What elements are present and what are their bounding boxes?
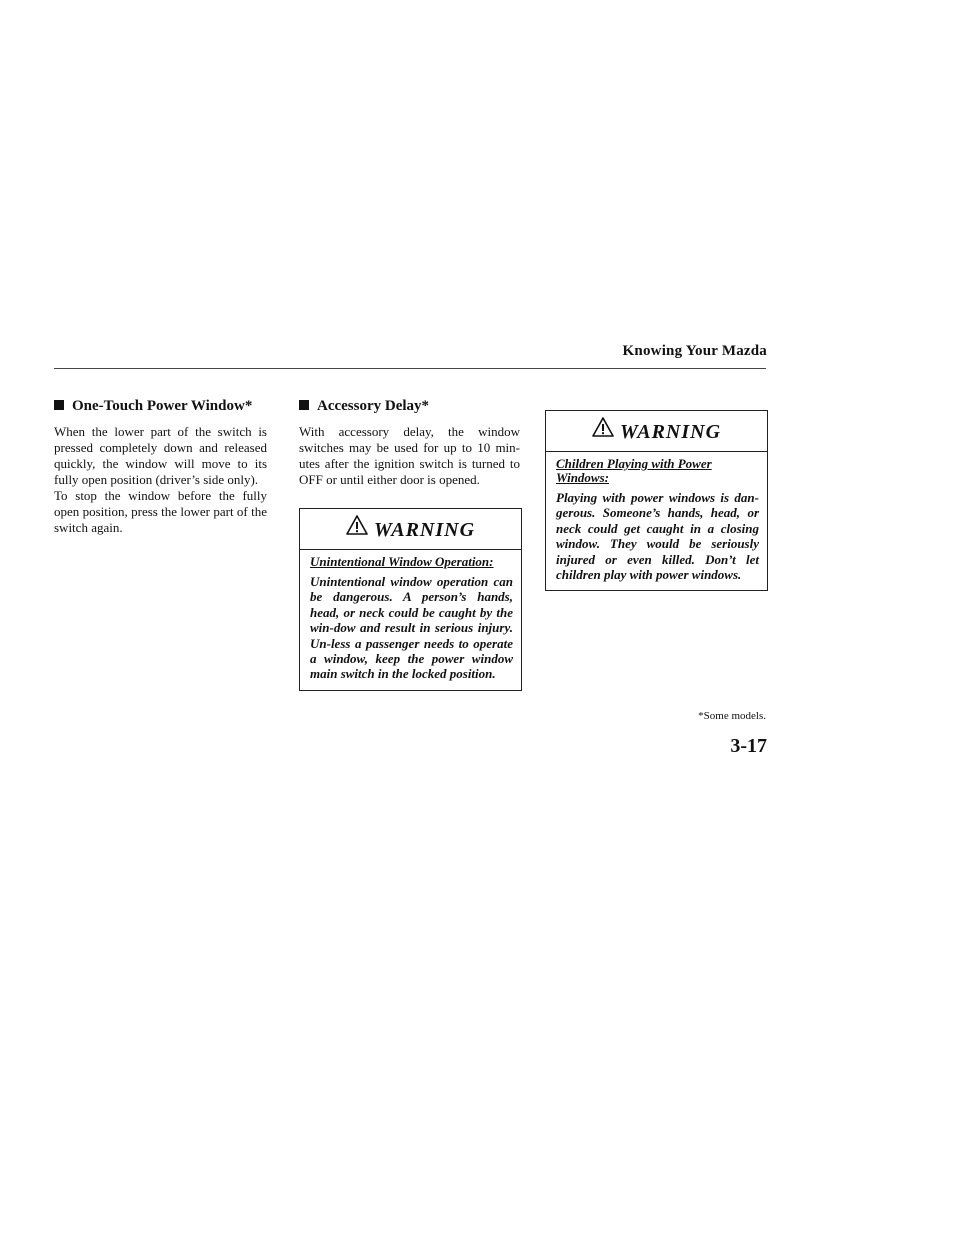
warning-subtitle: Unintentional Window Operation: (310, 554, 494, 569)
warning-triangle-icon (346, 515, 368, 540)
header-rule (54, 368, 766, 369)
header-title: Knowing Your Mazda (622, 343, 767, 359)
section-heading-text: One-Touch Power Window* (72, 398, 253, 414)
warning-body (546, 452, 767, 590)
section-accessory-delay (299, 398, 520, 488)
warning-subtitle: Children Playing with Power Windows: (556, 456, 712, 485)
footnote: *Some models. (698, 710, 766, 722)
warning-triangle-icon (592, 417, 614, 442)
section-marker-icon (54, 400, 64, 410)
section-marker-icon (299, 400, 309, 410)
section-heading (54, 398, 267, 415)
paragraph: To stop the window before the fully open position, press the lower part of the switch again. (54, 488, 267, 535)
section-heading-text: Accessory Delay* (317, 398, 430, 414)
warning-word: WARNING (619, 421, 722, 443)
warning-header (546, 411, 767, 452)
warning-body (300, 550, 521, 690)
warning-box-unintentional-window (299, 508, 522, 691)
paragraph: When the lower part of the switch is pressed completely down and released quickly, the window will move to its fully open position (driver’s side only). (54, 424, 267, 487)
warning-header (300, 509, 521, 550)
warning-text: Unintentional window operation can be dangerous. A person’s hands, head, or neck could be caught by the win-dow and result in serious injury. Un-less a passenger needs to operate a window, keep the power window main switch in the locked position. (310, 574, 513, 682)
section-heading (299, 398, 520, 415)
warning-box-children-power-windows (545, 410, 768, 591)
warning-word: WARNING (373, 519, 476, 541)
page-number: 3-17 (730, 735, 767, 757)
paragraph: With accessory delay, the window switches may be used for up to 10 min-utes after the ignition switch is turned to OFF or until either door is opened. (299, 424, 520, 487)
section-one-touch-power-window (54, 398, 267, 536)
warning-text: Playing with power windows is dan-gerous. Someone’s hands, head, or neck could get caught in a closing window. They would be seriously injured or even killed. Don’t let children play with power windows. (556, 490, 759, 583)
